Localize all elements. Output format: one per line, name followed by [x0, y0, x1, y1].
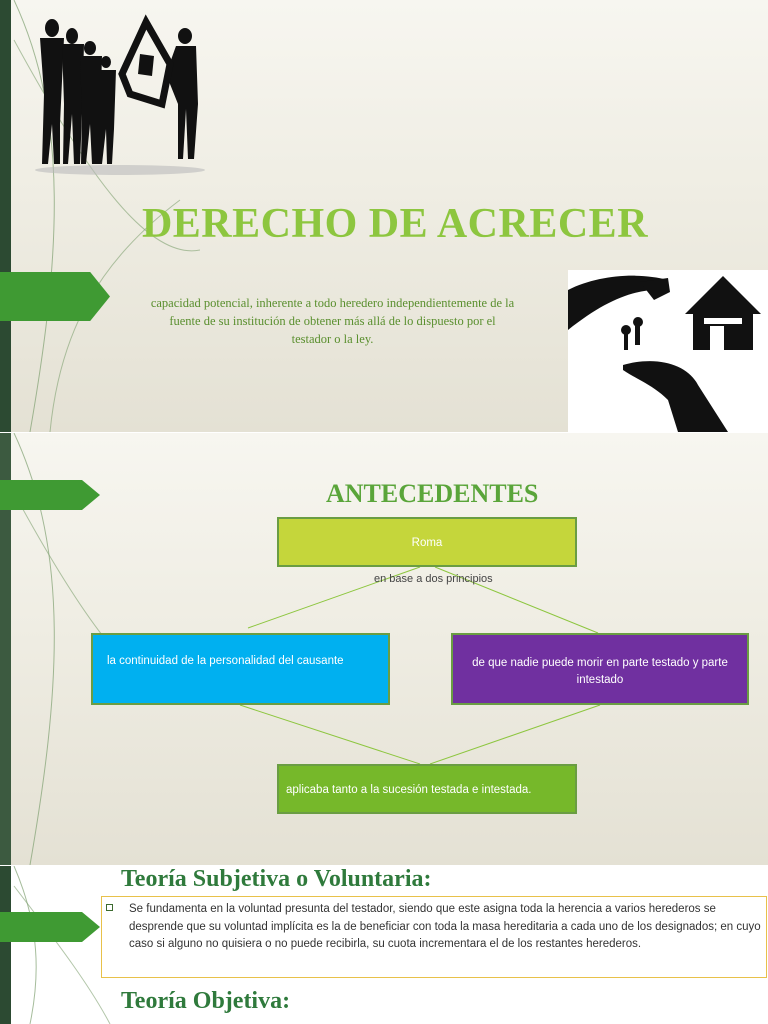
hand-keys-house-icon — [568, 270, 768, 432]
arrow-tab-3 — [0, 912, 100, 942]
theory-subjective-title: Teoría Subjetiva o Voluntaria: — [121, 866, 432, 892]
node-principle-left: la continuidad de la personalidad del causante — [91, 633, 390, 705]
definition-text: capacidad potencial, inherente a todo heredero independientemente de la fuente de su institución de obtener más allá de lo dispuesto por el testador o la ley. — [150, 296, 515, 346]
node-result: aplicaba tanto a la sucesión testada e intestada. — [277, 764, 577, 814]
section-title: ANTECEDENTES — [326, 479, 539, 508]
slide-3 — [0, 866, 768, 1024]
theory-objective-title: Teoría Objetiva: — [121, 988, 291, 1014]
page-title: DERECHO DE ACRECER — [141, 201, 649, 247]
bullet-square-icon — [106, 904, 113, 911]
theory-text-box — [101, 896, 767, 978]
arrow-tab-1 — [0, 272, 110, 321]
slide-1 — [0, 0, 768, 432]
node-roma: Roma — [277, 517, 577, 567]
theory-subjective-text: Se fundamenta en la voluntad presunta del testador, siendo que este asigna toda la herencia a varios herederos se desprende que su voluntad implícita es la de beneficiar con toda la masa hereditaria a cada uno de los designados; en cuyo caso si alguno no quisiera o no puede recibirla, su cuota incrementara el de los restantes herederos. — [129, 903, 761, 950]
node-principle-right: de que nadie puede morir en parte testado y parte intestado — [451, 633, 749, 705]
connector-label: en base a dos principios — [374, 573, 493, 585]
people-house-silhouette-icon — [30, 14, 205, 176]
slide-2 — [0, 433, 768, 865]
